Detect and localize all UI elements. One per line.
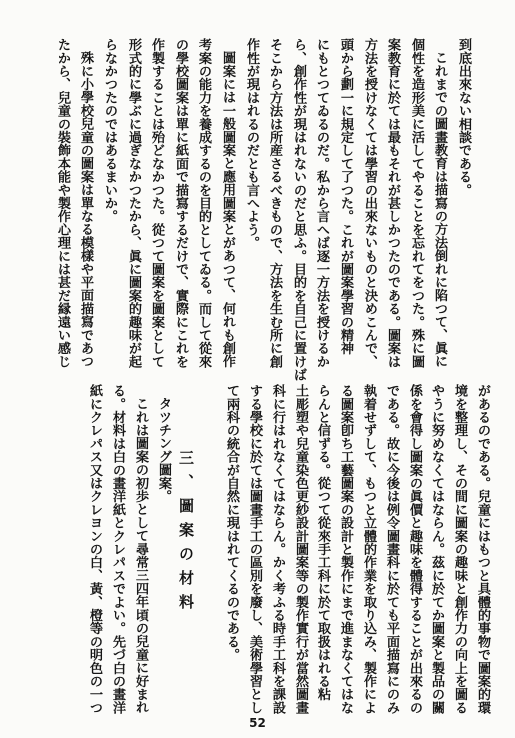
text-column: 頭から劃一に規定して了つた。これが圖案學習の精神	[338, 38, 353, 355]
text-column: たから、兒童の裝飾本能や製作心理には甚だ縁遠い感じ	[55, 38, 70, 368]
text-column: 執着せずして、もつと立體的作業を取り込み、製作によ	[361, 384, 376, 714]
text-column: があるのである。兒童にはもつと具體的事物で圖案的環	[475, 384, 490, 714]
text-column: 案教育に於ては最もそれが甚しかつたのである。圖案は	[385, 38, 400, 368]
text-column: 土彫塑や兒童染色更紗設計圖案等の製作實行が當然圖畫	[293, 384, 308, 714]
text-column: らんと信ずる。從つて從來手工科に於て取扱はれる粘	[315, 384, 330, 701]
text-column: て兩科の統合が自然に現はれてくるのである。	[224, 384, 239, 662]
text-column: やうに努めなくてはならん。茲に於てか圖案と製品の關	[429, 384, 444, 714]
text-column: 個性を造形美に活してやることを忘れてをつた。殊に圖	[409, 38, 424, 368]
text-column: 境を整理し、その間に圖案の趣味と創作力の向上を圖る	[452, 384, 467, 714]
section-heading: 三、圖案の材料	[177, 450, 195, 618]
paragraph-start-column: 殊に小學校兒童の圖案は單なる模樣や平面描寫であつ	[78, 51, 93, 368]
text-column: 方法を授けなくては學習の出來ないものと決めこんで、	[362, 38, 377, 368]
text-column: 作製することは殆どなかつた。從つて圖案を圖案として	[149, 38, 164, 368]
paragraph-start-column: これは圖案の初歩として尋常三四年頃の兒童に好まれ	[133, 397, 148, 714]
text-column: の學校圖案は單に紙面で描寫するだけで、實際にこれを	[173, 38, 188, 368]
text-column: である。故に今後は例令圖畫科に於ても平面描寫にのみ	[384, 384, 399, 714]
text-column: 係を會得し圖案の眞價と趣味を體得することが出來るの	[407, 384, 422, 714]
paragraph-start-column: 圖案には一般圖案と應用圖案とがあつて、何れも創作	[220, 51, 235, 368]
text-column: る圖案卽ち工藝圖案の設計と製作にまで進まなくてはな	[338, 384, 353, 714]
text-column: 考案の能力を養成するのを目的としてゐる。而して從來	[196, 38, 211, 368]
text-column: 作性が現はれるのだとも言へよう。	[244, 38, 259, 250]
paragraph-start-column: これまでの圖畫教育は描寫の方法倒れに陷つて、眞に	[432, 51, 447, 368]
text-column: する學校に於ては圖畫手工の區別を廢し、美術學習とし	[247, 384, 262, 714]
text-column: る。材料は白の畫洋紙とクレパスでよい。先づ白の畫洋	[110, 384, 125, 714]
text-column: らなかつたのではあるまいか。	[102, 38, 117, 223]
text-column: そこから方法は所産さるべきもので、方法を生む所に創	[267, 38, 282, 368]
text-column: 紙にクレパス又はクレヨンの白、黃、橙等の明色の一つ	[87, 384, 102, 714]
text-column: 到底出來ない相談である。	[456, 38, 471, 197]
text-column: 形式的に學ぶに過ぎなかつたから、眞に圖案的趣味が起	[126, 38, 141, 368]
text-column: ら、創作性が現はれないのだと思ふ。目的を自己に置けば	[291, 38, 306, 382]
page-number: 52	[249, 716, 266, 730]
text-column: 科に行はれなくてはならん。かく考ふる時手工科を課設	[270, 384, 285, 714]
subheading: タツチング圖案。	[156, 397, 171, 503]
text-column: にもとつてゐるのだ。私から言へば逐一方法を授けるか	[314, 38, 329, 368]
